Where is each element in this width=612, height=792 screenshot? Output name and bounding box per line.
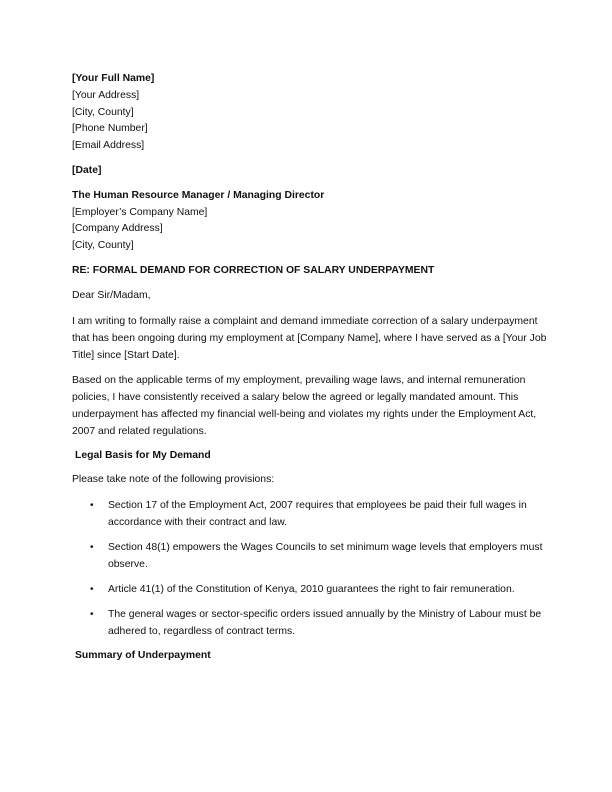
sender-email: [Email Address]	[72, 140, 145, 152]
recipient-title: The Human Resource Manager / Managing Director	[72, 189, 325, 201]
legal-basis-intro: Please take note of the following provisions:	[72, 474, 275, 486]
list-item	[72, 539, 548, 573]
letter-page	[72, 71, 548, 673]
recipient-company: [Employer’s Company Name]	[72, 206, 208, 218]
recipient-address: [Company Address]	[72, 223, 163, 235]
sender-phone: [Phone Number]	[72, 123, 148, 135]
sender-city-county: [City, County]	[72, 106, 134, 118]
bullet-icon: •	[90, 584, 94, 596]
list-item-text: Section 17 of the Employment Act, 2007 requires that employees be paid their full wages in accordance with their contract and law.	[108, 500, 527, 529]
bullet-icon: •	[90, 500, 94, 512]
sender-name: [Your Full Name]	[72, 73, 155, 84]
body-paragraph-2: Based on the applicable terms of my employment, prevailing wage laws, and internal remuneration policies, I have consistently received a salary below the agreed or legally mandated amount. This underpayment has affected my financial well-being and violates my rights under the Employment Act, 2007 and related regulations.	[72, 374, 537, 437]
list-item	[72, 581, 548, 598]
letter-date: [Date]	[72, 164, 102, 176]
legal-basis-heading: Legal Basis for My Demand	[75, 449, 211, 461]
bullet-icon: •	[90, 542, 94, 554]
recipient-block	[72, 188, 548, 255]
summary-heading: Summary of Underpayment	[75, 650, 211, 662]
list-item-text: Section 48(1) empowers the Wages Councils to set minimum wage levels that employers must observe.	[108, 542, 543, 571]
list-item	[72, 606, 548, 640]
salutation: Dear Sir/Madam,	[72, 289, 151, 301]
sender-block	[72, 71, 548, 155]
list-item	[72, 497, 548, 531]
recipient-city-county: [City, County]	[72, 240, 134, 252]
bullet-icon: •	[90, 609, 94, 621]
body-paragraph-1: I am writing to formally raise a complaint and demand immediate correction of a salary underpayment that has been ongoing during my employment at [Company Name], where I have served as a [Your Job Title] since [Start Date].	[72, 315, 547, 361]
list-item-text: Article 41(1) of the Constitution of Kenya, 2010 guarantees the right to fair remuneration.	[108, 584, 515, 596]
legal-provisions-list	[72, 497, 548, 640]
list-item-text: The general wages or sector-specific orders issued annually by the Ministry of Labour must be adhered to, regardless of contract terms.	[108, 609, 542, 638]
sender-address: [Your Address]	[72, 89, 140, 101]
subject-line: RE: FORMAL DEMAND FOR CORRECTION OF SALARY UNDERPAYMENT	[72, 264, 435, 276]
